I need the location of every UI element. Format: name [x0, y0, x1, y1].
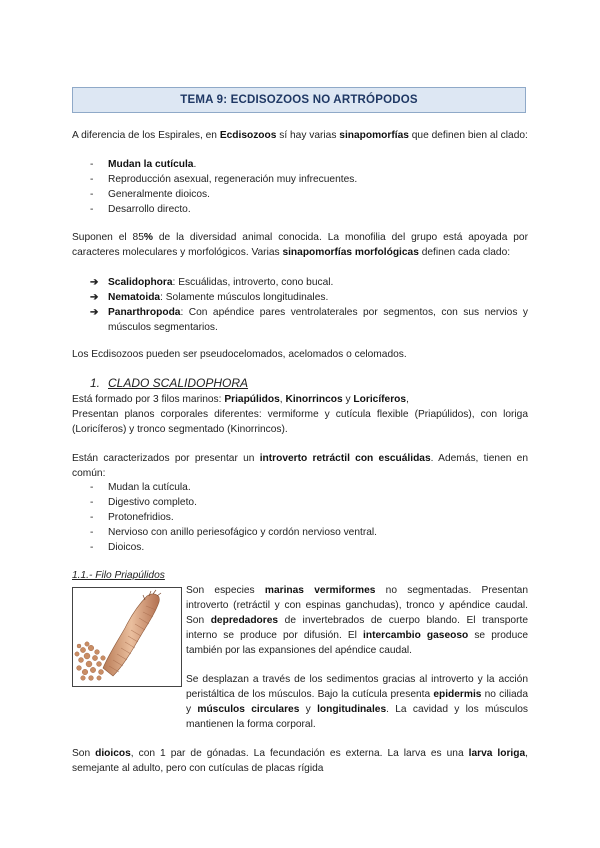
list-item: - Mudan la cutícula. [90, 157, 510, 172]
list-item: - Digestivo completo. [90, 495, 510, 510]
priapulid-illustration [73, 588, 181, 686]
list-item: - Nervioso con anillo periesofágico y cordón nervioso ventral. [90, 525, 510, 540]
introvert-paragraph: Están caracterizados por presentar un introverto retráctil con escuálidas. Además, tienen en común: [72, 453, 528, 479]
list-item: ➔ Scalidophora: Escuálidas, introverto, cono bucal. [90, 277, 334, 288]
priapulid-reproduction: Son dioicos, con 1 par de gónadas. La fecundación es externa. La larva es una larva loriga, semejante al adulto, pero con cutículas de placas rígida [72, 748, 528, 774]
list-item: - Dioicos. [90, 540, 510, 555]
subsection-heading: 1.1.- Filo Priapúlidos [72, 570, 165, 581]
coelom-paragraph: Los Ecdisozoos pueden ser pseudocelomados, acelomados o celomados. [72, 349, 407, 360]
phyla-paragraph: Está formado por 3 filos marinos: Priapúlidos, Kinorrincos y Loricíferos, [72, 394, 409, 405]
diversity-paragraph: Suponen el 85% de la diversidad animal conocida. La monofilia del grupo está apoyada por caracteres moleculares y morfológicos. Varias sinapomorfías morfológicas definen cada clado: [72, 232, 528, 258]
list-item: - Desarrollo directo. [90, 202, 510, 217]
body-plans-paragraph: Presentan planos corporales diferentes: vermiforme y cutícula flexible (Priapúlidos), con loriga (Loricíferos) y tronco segmentado (Kinorrincos). [72, 409, 528, 435]
arrow-icon: ➔ [90, 307, 99, 318]
clade-list [90, 275, 528, 335]
list-item: - Protonefridios. [90, 510, 510, 525]
list-item: ➔ Panarthropoda: Con apéndice pares ventrolaterales por segmentos, con sus nervios y músculos segmentarios. [90, 307, 528, 333]
common-features-list [90, 480, 510, 555]
priapulid-trunk [103, 594, 159, 676]
priapulid-movement: Se desplazan a través de los sedimentos gracias al introverto y la acción peristáltica de los músculos. Bajo la cutícula presenta epidermis no ciliada y músculos circulares y longitudinales. La cavidad y los músculos mantienen la forma corporal. [186, 674, 528, 730]
priapulid-description: Son especies marinas vermiformes no segmentadas. Presentan introverto (retráctil y con espinas ganchudas), tronco y apéndice caudal. Son depredadores de invertebrados de cuerpo blando. El transporte interno se produce por difusión. El intercambio gaseoso se produce también por las expansiones del apéndice caudal. [186, 585, 529, 656]
title-banner [72, 87, 526, 113]
arrow-icon: ➔ [90, 292, 99, 303]
list-item: - Mudan la cutícula. [90, 480, 510, 495]
section-heading: 1. CLADO SCALIDOPHORA [90, 376, 249, 390]
list-item: ➔ Nematoida: Solamente músculos longitudinales. [90, 292, 329, 303]
caudal-appendage [75, 642, 109, 681]
list-item: - Reproducción asexual, regeneración muy infrecuentes. [90, 172, 510, 187]
arrow-icon: ➔ [90, 277, 99, 288]
intro-list [90, 157, 510, 217]
priapulid-image [72, 587, 182, 687]
list-item: - Generalmente dioicos. [90, 187, 510, 202]
page-title: TEMA 9: ECDISOZOOS NO ARTRÓPODOS [180, 94, 418, 106]
intro-paragraph: A diferencia de los Espirales, en Ecdisozoos sí hay varias sinapomorfías que definen bien al clado: [72, 130, 528, 141]
